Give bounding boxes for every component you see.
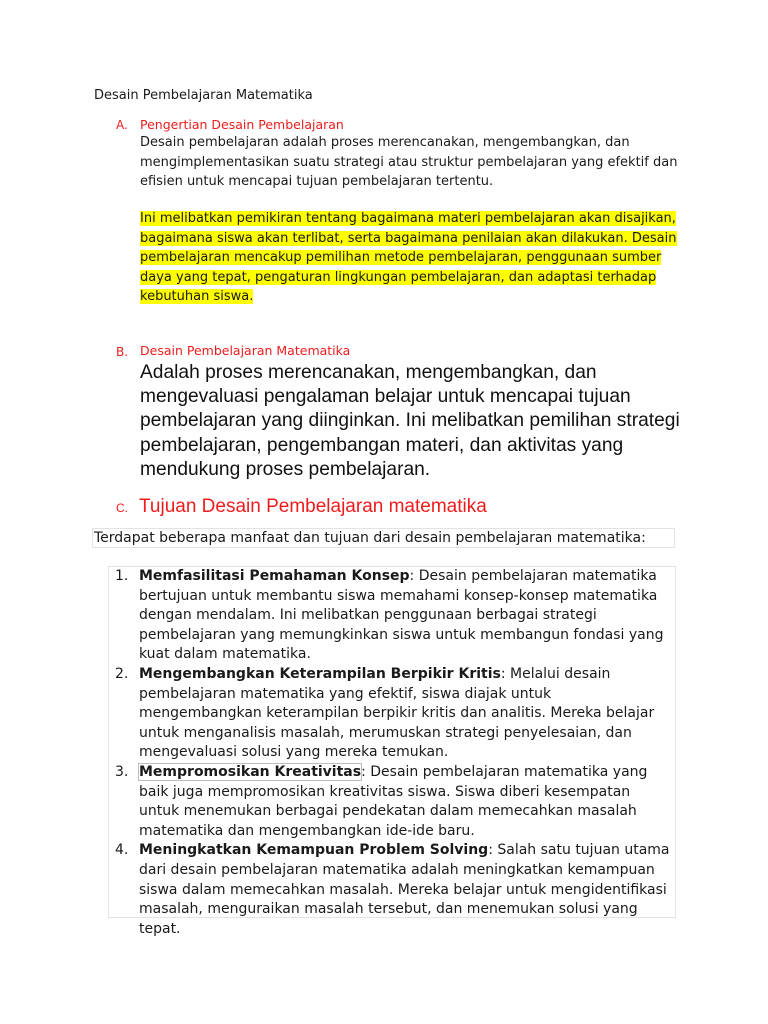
section-b-marker: B. (116, 345, 129, 359)
list-item-title: Mempromosikan Kreativitas (139, 763, 362, 780)
list-item (108, 665, 676, 763)
objectives-list (108, 567, 676, 939)
section-c-intro: Terdapat beberapa manfaat dan tujuan dari desain pembelajaran matematika: (94, 530, 646, 546)
list-item-title: Memfasilitasi Pemahaman Konsep (139, 568, 410, 584)
section-a-highlighted-paragraph (140, 209, 680, 307)
section-a-heading: Pengertian Desain Pembelajaran (140, 117, 344, 132)
list-item-number: 1. (115, 568, 129, 584)
list-item (108, 841, 676, 939)
list-item-number: 4. (115, 842, 129, 859)
list-item-text: : Desain pembelajaran matematika bertujuan untuk membantu siswa memahami konsep-konsep matematika dengan mendalam. Ini melibatkan penggunaan berbagai strategi pembelajaran yang memungkinkan siswa untuk membangun fondasi yang kuat dalam matematika. (139, 568, 664, 663)
list-item-number: 3. (115, 763, 129, 780)
text-highlight: Ini melibatkan pemikiran tentang bagaimana materi pembelajaran akan disajikan, bagaimana siswa akan terlibat, serta bagaimana penilaian akan dilakukan. Desain pembelajaran mencakup pemilihan metode pembelajaran, penggunaan sumber daya yang tepat, pengaturan lingkungan pembelajaran, dan adaptasi terhadap kebutuhan siswa. (140, 211, 677, 305)
section-b-paragraph: Adalah proses merencanakan, mengembangkan, dan mengevaluasi pengalaman belajar untuk mencapai tujuan pembelajaran yang diinginkan. Ini melibatkan pemilihan strategi pembelajaran, pengembangan materi, dan aktivitas yang mendukung proses pembelajaran. (140, 362, 680, 480)
list-item-number: 2. (115, 665, 129, 682)
list-item-title: Mengembangkan Keterampilan Berpikir Kritis (139, 665, 501, 682)
section-c-marker: C. (116, 501, 128, 515)
list-item (108, 567, 676, 665)
list-item (108, 763, 676, 841)
section-a-marker: A. (116, 118, 128, 132)
list-item-text: : Desain pembelajaran matematika yang baik juga mempromosikan kreativitas siswa. Siswa diberi kesempatan untuk menemukan berbagai pendekatan dalam memecahkan masalah matematika dan mengembangkan ide-ide baru. (139, 763, 648, 839)
list-item-text: : Melalui desain pembelajaran matematika yang efektif, siswa diajak untuk mengembangkan keterampilan berpikir kritis dan analitis. Mereka belajar untuk menganalisis masalah, merumuskan strategi penyelesaian, dan mengevaluasi solusi yang mereka temukan. (139, 665, 655, 761)
list-item-title: Meningkatkan Kemampuan Problem Solving (139, 842, 489, 859)
list-item-text: : Salah satu tujuan utama dari desain pembelajaran matematika adalah meningkatkan kemampuan siswa dalam memecahkan masalah. Mereka belajar untuk mengidentifikasi masalah, menguraikan masalah tersebut, dan menemukan solusi yang tepat. (139, 842, 670, 937)
section-b-heading: Desain Pembelajaran Matematika (140, 343, 351, 358)
section-a-paragraph: Desain pembelajaran adalah proses merencanakan, mengembangkan, dan mengimplementasikan suatu strategi atau struktur pembelajaran yang efektif dan efisien untuk mencapai tujuan pembelajaran tertentu. (140, 135, 678, 190)
section-c-heading: Tujuan Desain Pembelajaran matematika (139, 496, 487, 517)
document-title: Desain Pembelajaran Matematika (94, 88, 313, 103)
